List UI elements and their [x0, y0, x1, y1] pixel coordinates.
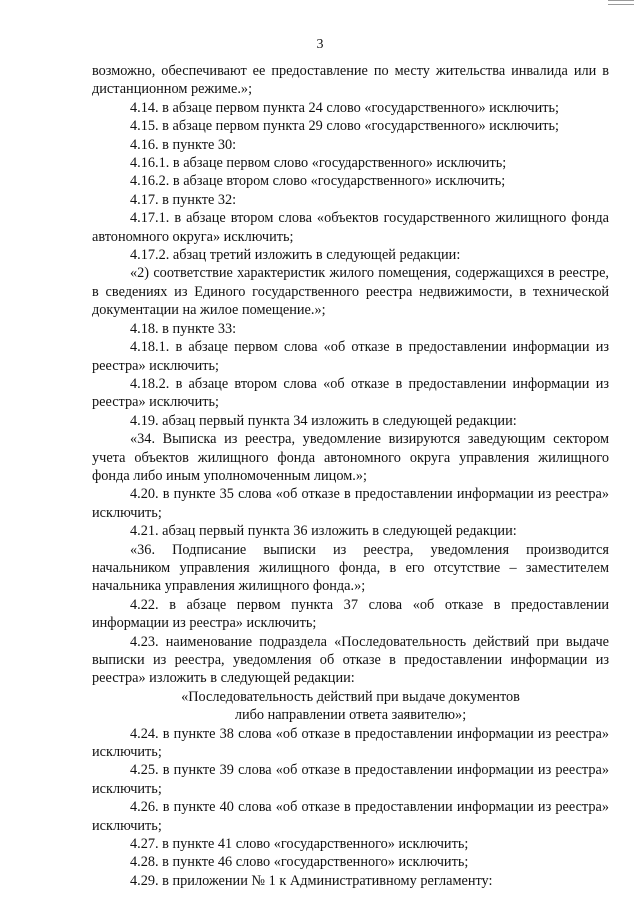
- paragraph: 4.17. в пункте 32:: [130, 191, 237, 208]
- document-body: [92, 62, 609, 890]
- paragraph: 4.16.1. в абзаце первом слово «государственного» исключить;: [130, 155, 507, 172]
- paragraph: 4.16.2. в абзаце втором слово «государственного» исключить;: [130, 173, 506, 190]
- paragraph: 4.29. в приложении № 1 к Административному регламенту:: [130, 872, 493, 889]
- paragraph: 4.17.1. в абзаце втором слова «объектов государственного жилищного фонда автономного округа» исключить;: [92, 210, 609, 245]
- paragraph: 4.25. в пункте 39 слова «об отказе в предоставлении информации из реестра» исключить;: [92, 762, 609, 797]
- paragraph: 4.24. в пункте 38 слова «об отказе в предоставлении информации из реестра» исключить;: [92, 725, 609, 761]
- page-number: 3: [316, 37, 324, 52]
- paragraph: 4.16. в пункте 30:: [130, 136, 237, 153]
- paragraph: 4.27. в пункте 41 слово «государственного» исключить;: [130, 836, 469, 853]
- subheading-line: либо направлении ответа заявителю»;: [234, 707, 467, 724]
- paragraph: 4.15. в абзаце первом пункта 29 слово «государственного» исключить;: [130, 118, 559, 135]
- paragraph: 4.19. абзац первый пункта 34 изложить в следующей редакции:: [130, 412, 517, 429]
- paragraph: 4.26. в пункте 40 слова «об отказе в предоставлении информации из реестра» исключить;: [92, 799, 609, 834]
- paragraph: возможно, обеспечивают ее предоставление по месту жительства инвалида или в дистанционном режиме.»;: [92, 63, 609, 98]
- paragraph: 4.17.2. абзац третий изложить в следующей редакции:: [130, 247, 461, 264]
- paragraph: 4.22. в абзаце первом пункта 37 слова «об отказе в предоставлении информации из реестра» исключить;: [92, 596, 609, 632]
- paragraph: 4.18.2. в абзаце втором слова «об отказе в предоставлении информации из реестра» исключить;: [92, 375, 609, 411]
- scan-corner-mark: [608, 0, 634, 5]
- paragraph: 4.23. наименование подраздела «Последовательность действий при выдаче выписки из реестра, уведомления об отказе в предоставлении информации из реестра» изложить в следующей редакции:: [92, 633, 609, 687]
- paragraph: 4.28. в пункте 46 слово «государственного» исключить;: [130, 854, 469, 871]
- paragraph: «2) соответствие характеристик жилого помещения, содержащихся в реестре, в сведениях из Единого государственного реестра недвижимости, в технической документации на жилое помещение.»;: [92, 265, 609, 319]
- paragraph: 4.21. абзац первый пункта 36 изложить в следующей редакции:: [130, 523, 517, 540]
- paragraph: 4.18. в пункте 33:: [130, 320, 237, 337]
- paragraph: «34. Выписка из реестра, уведомление визируются заведующим сектором учета объектов жилищного фонда автономного округа управления жилищного фонда либо иным уполномоченным лицом.»;: [92, 431, 609, 484]
- paragraph: 4.18.1. в абзаце первом слова «об отказе в предоставлении информации из реестра» исключить;: [92, 339, 609, 374]
- paragraph: 4.14. в абзаце первом пункта 24 слово «государственного» исключить;: [130, 99, 559, 116]
- paragraph: «36. Подписание выписки из реестра, уведомления производится начальником управления жилищного фонда, в его отсутствие – заместителем начальника управления жилищного фонда.»;: [92, 541, 609, 595]
- paragraph: 4.20. в пункте 35 слова «об отказе в предоставлении информации из реестра» исключить;: [92, 486, 609, 521]
- subheading-line: «Последовательность действий при выдаче документов: [181, 688, 520, 705]
